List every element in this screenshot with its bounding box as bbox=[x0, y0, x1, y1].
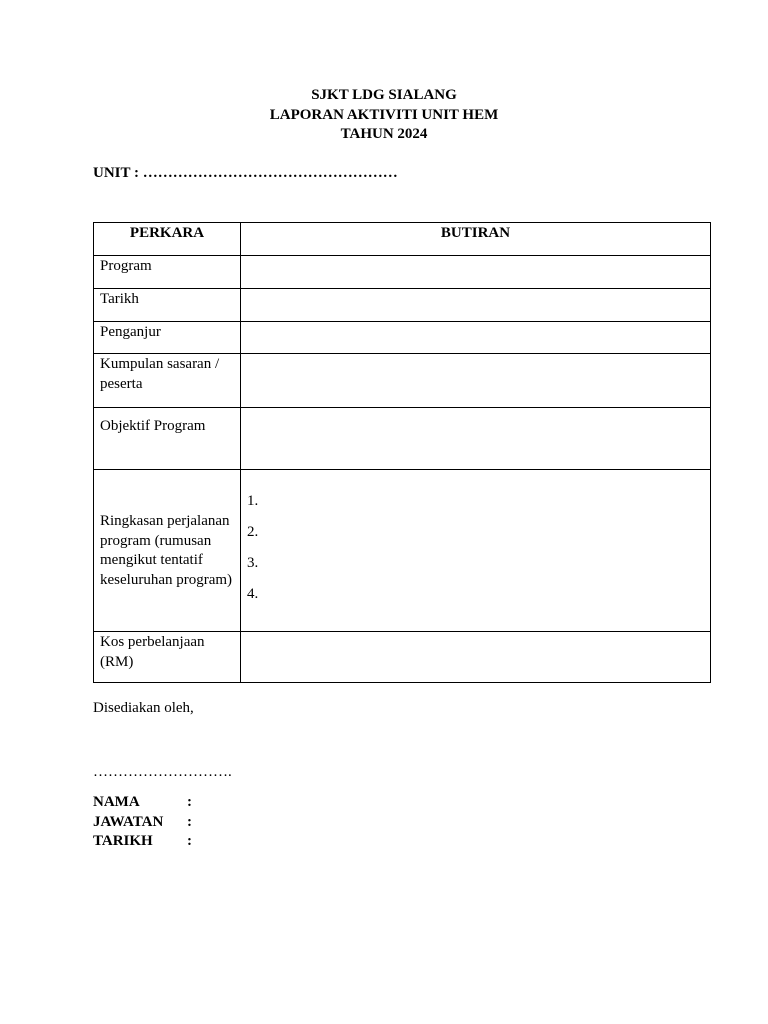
row-label-objektif: Objektif Program bbox=[94, 408, 241, 470]
signature-row-nama bbox=[93, 793, 192, 813]
table-row bbox=[94, 408, 711, 470]
row-value-objektif bbox=[241, 408, 711, 470]
list-item: 2. bbox=[247, 524, 259, 540]
prepared-by-label: Disediakan oleh, bbox=[93, 700, 194, 716]
signature-block bbox=[93, 793, 192, 852]
row-value-penganjur bbox=[241, 322, 711, 354]
row-label-penganjur: Penganjur bbox=[94, 322, 241, 354]
school-name: SJKT LDG SIALANG bbox=[311, 87, 457, 103]
tarikh-label: TARIKH bbox=[93, 833, 153, 849]
list-item: 4. bbox=[247, 586, 259, 602]
document-header bbox=[0, 86, 768, 145]
jawatan-colon: : bbox=[187, 813, 192, 830]
column-header-perkara: PERKARA bbox=[94, 223, 241, 256]
tarikh-colon: : bbox=[187, 833, 192, 849]
jawatan-label: JAWATAN bbox=[93, 813, 164, 830]
signature-row-tarikh bbox=[93, 832, 192, 852]
row-label-kumpulan-sasaran: Kumpulan sasaran / peserta bbox=[94, 354, 241, 408]
table-row bbox=[94, 289, 711, 322]
signature-row-jawatan bbox=[93, 813, 192, 833]
row-label-tarikh: Tarikh bbox=[94, 289, 241, 322]
nama-colon: : bbox=[187, 794, 192, 810]
row-label-ringkasan: Ringkasan perjalanan program (rumusan mengikut tentatif keseluruhan program) bbox=[94, 470, 241, 632]
list-item: 3. bbox=[247, 555, 259, 571]
signature-line: ………………………. bbox=[93, 764, 232, 780]
row-value-kos bbox=[241, 632, 711, 683]
unit-field: UNIT : …………………………………………… bbox=[93, 165, 398, 181]
row-value-program bbox=[241, 256, 711, 289]
row-value-ringkasan bbox=[241, 470, 711, 632]
table-row bbox=[94, 322, 711, 354]
row-label-kos: Kos perbelanjaan (RM) bbox=[94, 632, 241, 683]
table-row bbox=[94, 632, 711, 683]
report-year: TAHUN 2024 bbox=[340, 126, 428, 142]
nama-label: NAMA bbox=[93, 794, 140, 810]
row-value-kumpulan-sasaran bbox=[241, 354, 711, 408]
row-label-program: Program bbox=[94, 256, 241, 289]
column-header-butiran: BUTIRAN bbox=[241, 223, 711, 256]
table-row bbox=[94, 470, 711, 632]
table-row bbox=[94, 256, 711, 289]
report-title: LAPORAN AKTIVITI UNIT HEM bbox=[269, 106, 499, 123]
report-table bbox=[93, 222, 711, 683]
row-value-tarikh bbox=[241, 289, 711, 322]
table-row bbox=[94, 354, 711, 408]
list-item: 1. bbox=[247, 493, 259, 509]
numbered-list bbox=[241, 470, 710, 610]
table-header-row bbox=[94, 223, 711, 256]
